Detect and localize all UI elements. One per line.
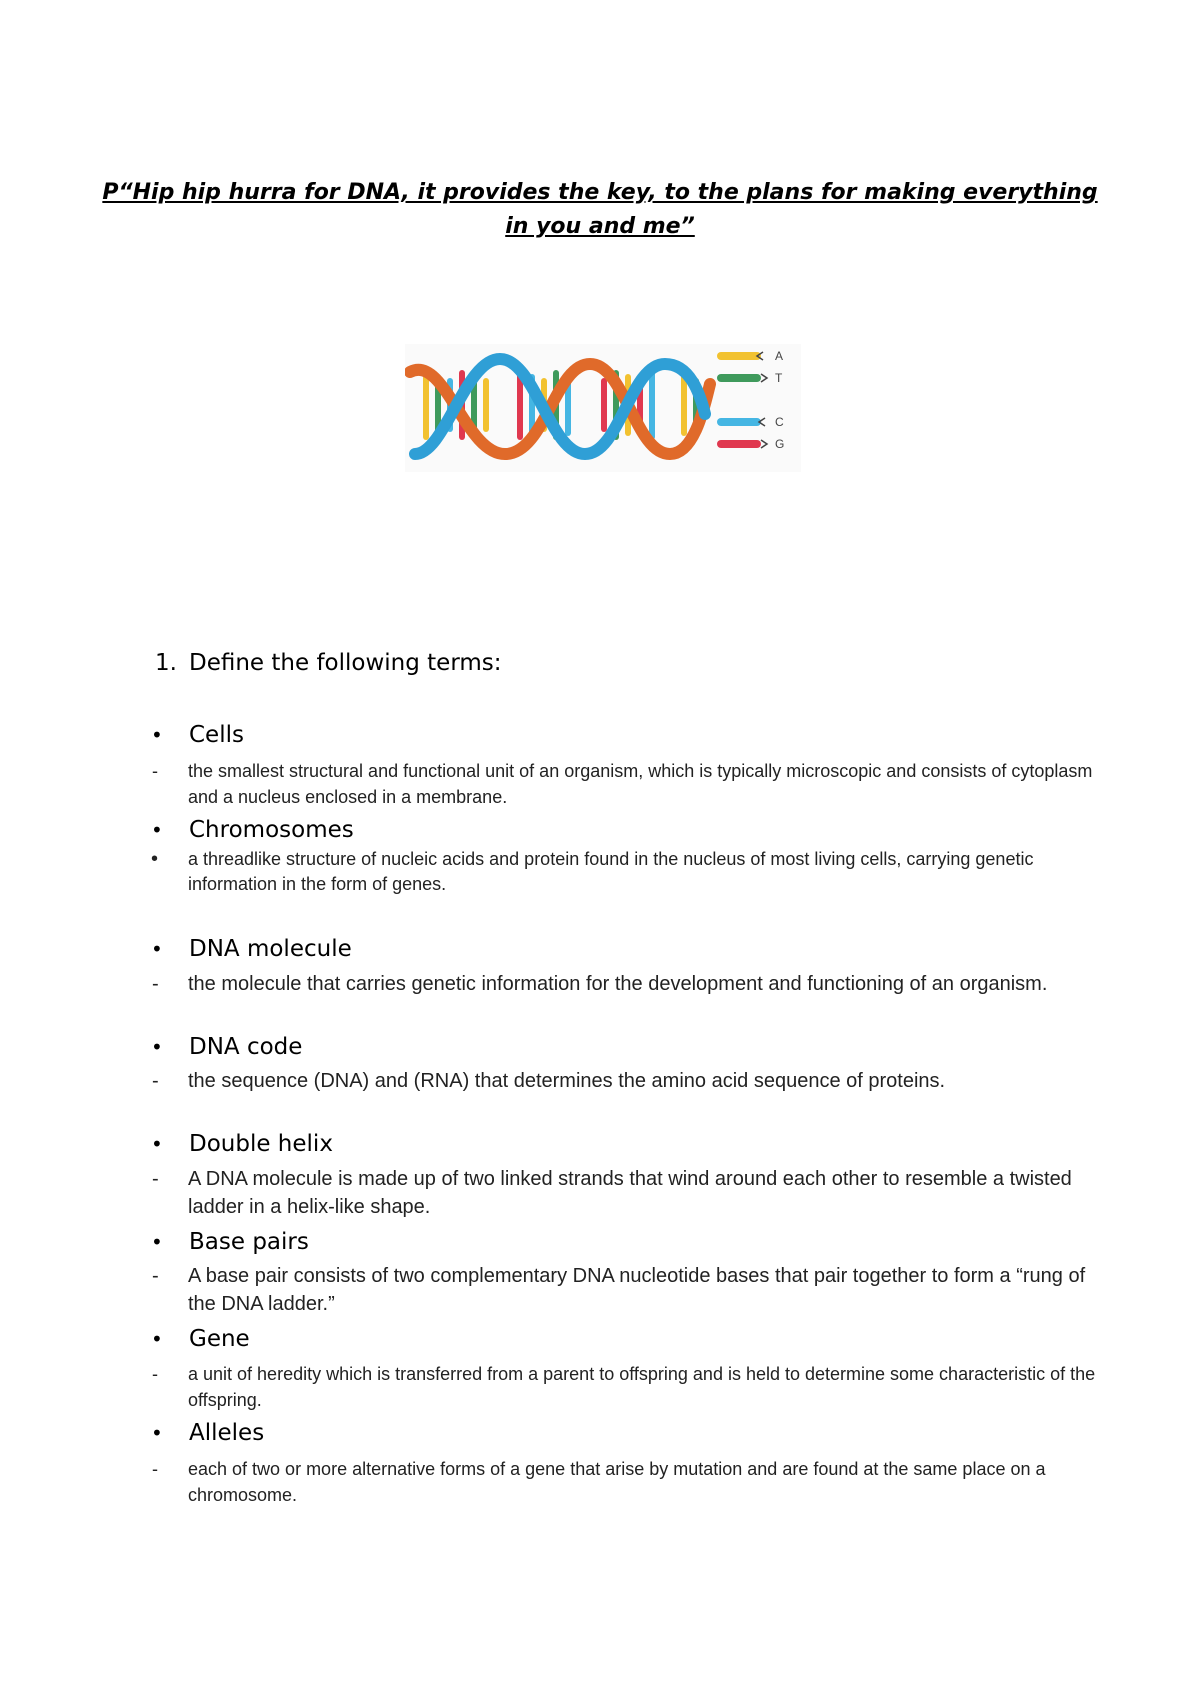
- bullet-icon: •: [151, 1327, 163, 1351]
- term-label: Alleles: [189, 1420, 265, 1446]
- legend-label-g: G: [775, 437, 785, 451]
- definition-dna-molecule: [152, 970, 1098, 998]
- definition-alleles: [152, 1456, 1098, 1508]
- bullet-icon: •: [151, 723, 163, 747]
- base-pair-rung: [483, 378, 489, 432]
- definition-text: the smallest structural and functional unit of an organism, which is typically microscopic and consists of cytoplasm and a nucleus enclosed in a membrane.: [188, 761, 1093, 807]
- definition-text: A base pair consists of two complementary DNA nucleotide bases that pair together to form a “rung of the DNA ladder.”: [188, 1265, 1086, 1315]
- legend-label-t: T: [775, 371, 783, 385]
- definition-text: A DNA molecule is made up of two linked strands that wind around each other to resemble a twisted ladder in a helix-like shape.: [188, 1168, 1072, 1218]
- dash-marker: -: [152, 1364, 158, 1384]
- dna-double-helix-figure: [405, 344, 801, 472]
- definition-dna-code: [152, 1067, 1098, 1095]
- term-label: Double helix: [189, 1131, 333, 1157]
- definition-text: each of two or more alternative forms of a gene that arise by mutation and are found at the same place on a chromosome.: [188, 1459, 1046, 1505]
- bullet-icon: •: [151, 1035, 163, 1059]
- base-pair-rung: [649, 370, 655, 440]
- term-label: Gene: [189, 1326, 250, 1352]
- dash-marker: -: [152, 1168, 159, 1190]
- definition-text: the sequence (DNA) and (RNA) that determines the amino acid sequence of proteins.: [188, 1070, 946, 1092]
- dash-marker: -: [152, 1459, 158, 1479]
- term-label: DNA code: [189, 1034, 303, 1060]
- question-number: 1.: [155, 650, 177, 676]
- term-label: Cells: [189, 722, 244, 748]
- definition-text: a threadlike structure of nucleic acids and protein found in the nucleus of most living cells, carrying genetic information in the form of genes.: [188, 849, 1034, 894]
- term-label: Base pairs: [189, 1229, 309, 1255]
- bullet-icon: •: [151, 848, 159, 870]
- bullet-icon: •: [151, 1230, 163, 1254]
- base-pair-rung: [601, 378, 607, 432]
- legend-label-a: A: [775, 349, 784, 363]
- base-pair-rung: [681, 374, 687, 436]
- bullet-icon: •: [151, 818, 163, 842]
- bullet-icon: •: [151, 1132, 163, 1156]
- definition-base-pairs: [152, 1262, 1098, 1318]
- definition-double-helix: [152, 1165, 1098, 1221]
- definition-chromosomes: [151, 847, 1098, 897]
- term-label: Chromosomes: [189, 817, 354, 843]
- dash-marker: -: [152, 761, 158, 781]
- definition-text: the molecule that carries genetic information for the development and functioning of an organism.: [188, 973, 1048, 995]
- dash-marker: -: [152, 973, 159, 995]
- bullet-icon: •: [151, 1421, 163, 1445]
- document-title: P“Hip hip hurra for DNA, it provides the key, to the plans for making everything in you and me”: [102, 180, 1098, 239]
- bullet-icon: •: [151, 937, 163, 961]
- dash-marker: -: [152, 1265, 159, 1287]
- definition-cells: [152, 758, 1098, 810]
- question-text: Define the following terms:: [189, 650, 502, 676]
- legend-label-c: C: [775, 415, 784, 429]
- dash-marker: -: [152, 1070, 159, 1092]
- term-label: DNA molecule: [189, 936, 352, 962]
- base-pair-rung: [423, 370, 429, 440]
- definition-gene: [152, 1361, 1098, 1413]
- definition-text: a unit of heredity which is transferred from a parent to offspring and is held to determine some characteristic of the offspring.: [188, 1364, 1096, 1410]
